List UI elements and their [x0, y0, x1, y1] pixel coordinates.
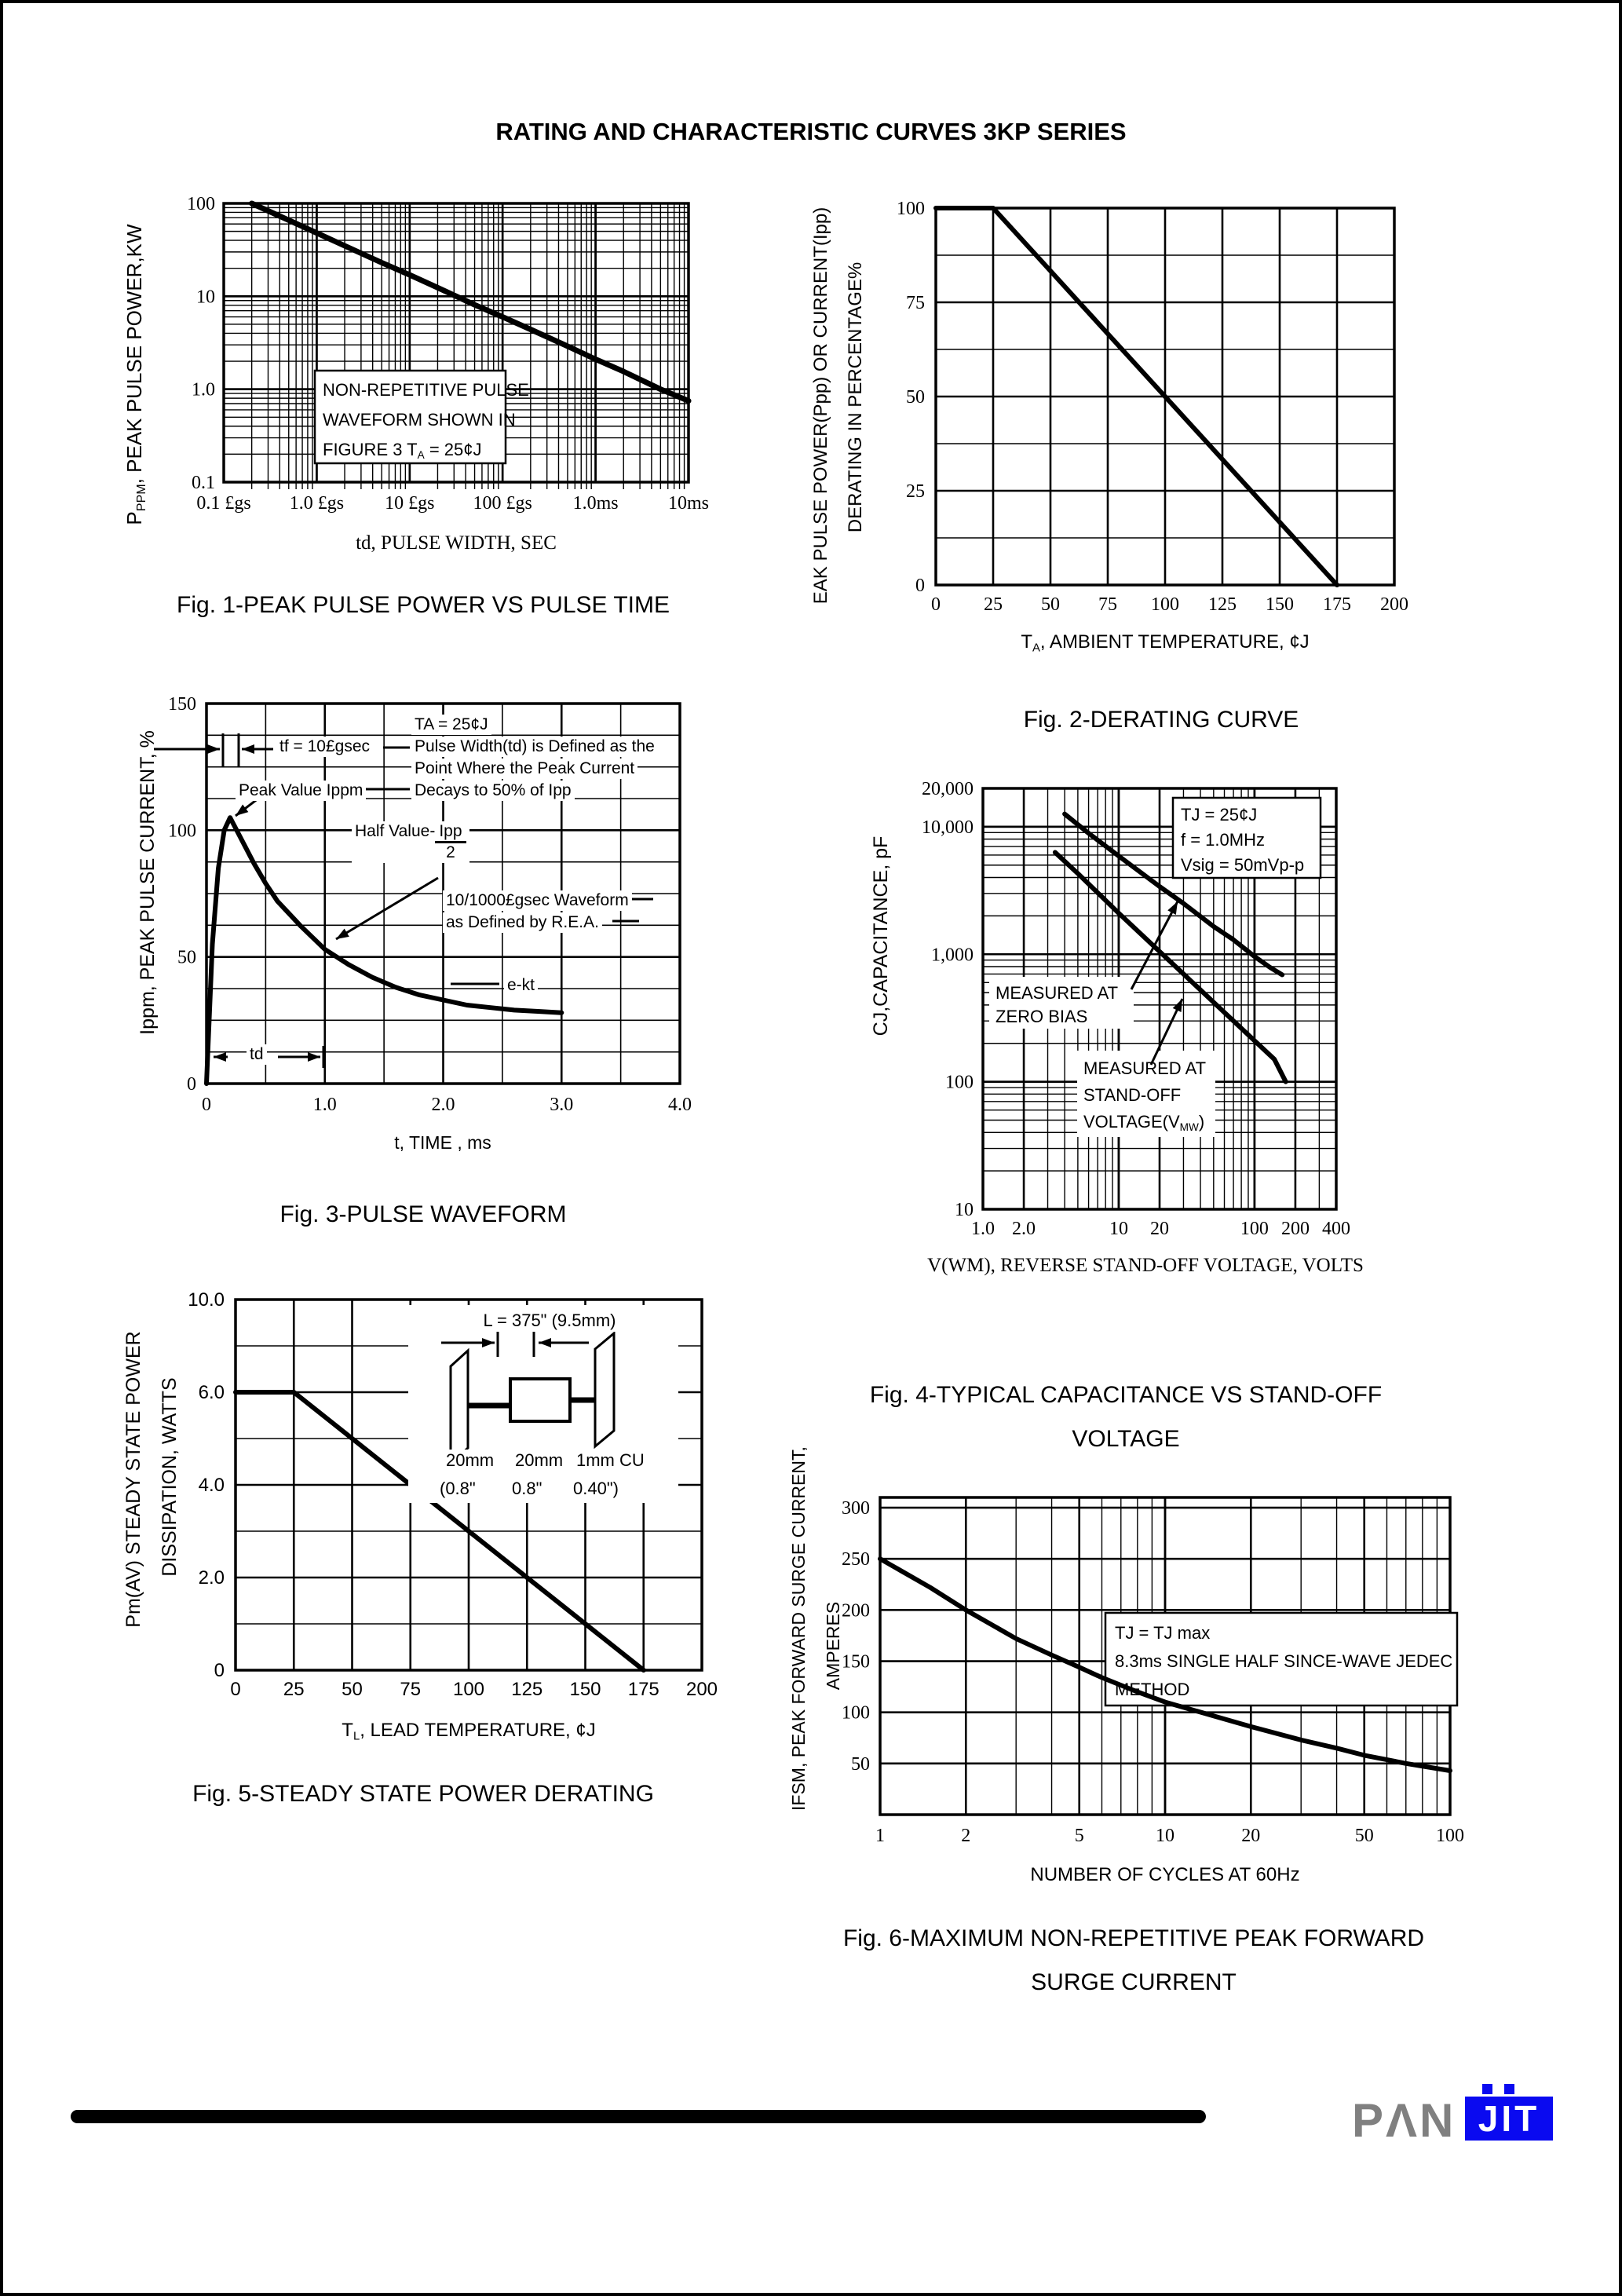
fig4-so-line1: MEASURED AT — [1083, 1058, 1207, 1078]
fig1-note-line3-pre: FIGURE 3 T — [323, 440, 418, 459]
fig1-y-label-sub: PPM — [133, 484, 148, 512]
svg-text:5: 5 — [1074, 1826, 1084, 1846]
fig2-x-axis-label — [930, 631, 1401, 654]
svg-text:0: 0 — [187, 1074, 196, 1095]
svg-text:150: 150 — [168, 694, 196, 715]
svg-text:20: 20 — [1150, 1219, 1169, 1239]
svg-text:100: 100 — [897, 199, 925, 219]
fig3-ann-peak-value: Peak Value Ippm — [236, 781, 366, 801]
svg-text:4.0: 4.0 — [198, 1475, 225, 1496]
svg-text:50: 50 — [906, 387, 925, 408]
fig2-caption: Fig. 2-DERATING CURVE — [1023, 707, 1299, 733]
fig3-ann-ekt: e-kt — [504, 975, 538, 996]
fig4-params-note — [1181, 803, 1304, 878]
fig3-half-fraction — [435, 822, 466, 862]
svg-text:100: 100 — [1436, 1826, 1464, 1846]
fig3-ann-waveform2: as Defined by R.E.A. — [443, 912, 602, 933]
fig3-ann-td: td — [247, 1044, 267, 1065]
fig5-inset-dim2: 20mm — [512, 1450, 566, 1472]
fig4-params-line1: TJ = 25¢J — [1181, 805, 1258, 824]
svg-text:50: 50 — [342, 1679, 363, 1700]
svg-text:10: 10 — [1156, 1826, 1174, 1846]
svg-text:2: 2 — [961, 1826, 971, 1846]
fig4-zb-line1: MEASURED AT — [995, 983, 1119, 1003]
svg-text:10ms: 10ms — [667, 493, 710, 514]
fig6-note-line3: METHOD — [1115, 1680, 1190, 1699]
fig2-y-axis-label-line2: DERATING IN PERCENTAGE% — [845, 261, 866, 533]
svg-text:150: 150 — [842, 1651, 870, 1673]
svg-text:400: 400 — [1322, 1219, 1350, 1239]
svg-text:50: 50 — [851, 1753, 870, 1775]
fig4-y-axis-label: CJ,CAPACITANCE, pF — [870, 835, 892, 1036]
fig6-note-line2: 8.3ms SINGLE HALF SINCE-WAVE JEDEC — [1115, 1651, 1453, 1671]
fig4-so-line3-post: ) — [1198, 1112, 1205, 1132]
svg-text:0.1: 0.1 — [192, 473, 215, 493]
svg-text:2.0: 2.0 — [1012, 1219, 1036, 1239]
svg-text:10,000: 10,000 — [922, 817, 974, 838]
svg-text:4.0: 4.0 — [668, 1095, 692, 1115]
svg-text:175: 175 — [1323, 594, 1351, 615]
fig1-x-axis-label: td, PULSE WIDTH, SEC — [356, 532, 557, 554]
fig1-note-line3-post: = 25¢J — [424, 440, 482, 459]
fig2-x-label-sub: A — [1032, 642, 1040, 655]
svg-text:125: 125 — [511, 1679, 543, 1700]
fig6-note — [1115, 1619, 1452, 1704]
svg-text:0: 0 — [230, 1679, 241, 1700]
svg-text:250: 250 — [842, 1549, 870, 1570]
fig5-inset-dim3-in: 0.40") — [570, 1478, 622, 1500]
svg-text:1,000: 1,000 — [931, 945, 974, 966]
logo-text-jit: JIT — [1465, 2097, 1553, 2141]
svg-text:75: 75 — [1098, 594, 1117, 615]
svg-text:1.0: 1.0 — [312, 1095, 337, 1115]
fig1-note-line1: NON-REPETITIVE PULSE — [323, 380, 529, 400]
fig4-zb-line2: ZERO BIAS — [995, 1007, 1088, 1026]
svg-text:25: 25 — [906, 481, 925, 502]
fig2-y-axis-label-line1: EAK PULSE POWER(Ppp) OR CURRENT(Ipp) — [810, 207, 831, 605]
svg-text:1: 1 — [875, 1826, 885, 1846]
fig3-half-pre: Half Value- — [355, 822, 436, 840]
svg-text:150: 150 — [1266, 594, 1294, 615]
fig6-caption-line2: SURGE CURRENT — [1031, 1969, 1237, 1995]
svg-text:100: 100 — [187, 194, 215, 214]
svg-text:1.0 £gs: 1.0 £gs — [289, 493, 345, 514]
fig4-zero-bias-note — [995, 982, 1118, 1029]
fig5-inset-length-label: L = 375" (9.5mm) — [437, 1310, 663, 1332]
svg-text:2.0: 2.0 — [198, 1567, 225, 1589]
fig2-x-label-post: , AMBIENT TEMPERATURE, ¢J — [1039, 631, 1310, 653]
fig5-x-label-post: , LEAD TEMPERATURE, ¢J — [360, 1720, 596, 1741]
fig1-note — [323, 375, 529, 470]
svg-text:1.0ms: 1.0ms — [572, 493, 619, 514]
svg-text:175: 175 — [627, 1679, 659, 1700]
fig1-y-label-post: , PEAK PULSE POWER,KW — [122, 224, 146, 484]
svg-text:100: 100 — [452, 1679, 485, 1700]
svg-text:3.0: 3.0 — [550, 1095, 574, 1115]
svg-text:25: 25 — [283, 1679, 305, 1700]
svg-text:100: 100 — [1151, 594, 1179, 615]
svg-text:10: 10 — [955, 1200, 974, 1220]
fig6-y-axis-label-line1: IFSM, PEAK FORWARD SURGE CURRENT, — [788, 1446, 809, 1811]
svg-text:100: 100 — [842, 1702, 870, 1724]
svg-text:0.1 £gs: 0.1 £gs — [196, 493, 251, 514]
svg-text:1.0: 1.0 — [971, 1219, 995, 1239]
svg-text:20: 20 — [1241, 1826, 1261, 1846]
fig3-x-axis-label: t, TIME , ms — [394, 1132, 491, 1153]
fig4-so-line3-pre: VOLTAGE(V — [1083, 1112, 1180, 1132]
fig4-params-line2: f = 1.0MHz — [1181, 830, 1265, 850]
fig6-x-axis-label: NUMBER OF CYCLES AT 60Hz — [1030, 1864, 1300, 1885]
fig4-so-line3 — [1083, 1109, 1206, 1141]
svg-text:0: 0 — [214, 1660, 225, 1681]
fig5-caption: Fig. 5-STEADY STATE POWER DERATING — [192, 1781, 654, 1807]
fig6-y-axis-label-line2: AMPERES — [823, 1601, 843, 1691]
fig4-so-line3-sub: MW — [1179, 1121, 1199, 1134]
svg-text:20,000: 20,000 — [922, 779, 974, 799]
svg-text:6.0: 6.0 — [198, 1382, 225, 1403]
logo-text-pan: PΛN — [1352, 2094, 1456, 2147]
fig5-y-axis-label-line2: DISSIPATION, WATTS — [159, 1377, 181, 1577]
fig4-standoff-note — [1083, 1055, 1206, 1141]
fig4-x-axis-label: V(WM), REVERSE STAND-OFF VOLTAGE, VOLTS — [927, 1255, 1364, 1276]
fig1-caption: Fig. 1-PEAK PULSE POWER VS PULSE TIME — [177, 592, 670, 618]
fig6-caption-line1: Fig. 6-MAXIMUM NON-REPETITIVE PEAK FORWARD — [842, 1925, 1425, 1951]
svg-text:0: 0 — [202, 1095, 211, 1115]
svg-text:200: 200 — [685, 1679, 718, 1700]
svg-text:10: 10 — [196, 287, 215, 308]
fig6-note-line1: TJ = TJ max — [1115, 1623, 1211, 1643]
fig4-caption-line2: VOLTAGE — [1072, 1426, 1180, 1452]
svg-text:10: 10 — [1109, 1219, 1128, 1239]
fig5-inset-dim1: 20mm — [443, 1450, 497, 1472]
fig3-ann-waveform1: 10/1000£gsec Waveform — [443, 890, 632, 911]
fig3-caption: Fig. 3-PULSE WAVEFORM — [279, 1201, 567, 1227]
fig3-ann-half-value — [352, 821, 469, 863]
svg-text:2.0: 2.0 — [431, 1095, 455, 1115]
fig5-inset-dim3: 1mm CU — [573, 1450, 648, 1472]
fig3-half-num: Ipp — [435, 822, 466, 843]
svg-text:75: 75 — [400, 1679, 422, 1700]
fig1-note-line2: WAVEFORM SHOWN IN — [323, 410, 516, 430]
svg-text:50: 50 — [1354, 1826, 1374, 1846]
fig5-x-axis-label — [233, 1720, 704, 1742]
fig1-y-label-pre: P — [122, 511, 146, 525]
svg-text:10.0: 10.0 — [188, 1289, 225, 1311]
fig5-x-label-sub: L — [353, 1730, 360, 1743]
svg-text:300: 300 — [842, 1498, 870, 1519]
svg-text:100: 100 — [945, 1072, 974, 1093]
svg-text:200: 200 — [1280, 1219, 1310, 1239]
fig3-ann-pulsewidth1: Pulse Width(td) is Defined as the — [411, 737, 658, 757]
svg-text:150: 150 — [569, 1679, 601, 1700]
svg-text:100 £gs: 100 £gs — [473, 493, 532, 514]
svg-text:200: 200 — [842, 1600, 870, 1621]
fig3-ann-pulsewidth2: Point Where the Peak Current — [411, 759, 637, 779]
svg-text:100: 100 — [168, 821, 196, 842]
page-title: RATING AND CHARACTERISTIC CURVES 3KP SERIES — [495, 118, 1127, 145]
svg-text:125: 125 — [1208, 594, 1237, 615]
fig5-x-label-pre: T — [342, 1720, 353, 1741]
fig1-note-line3-sub: A — [417, 449, 425, 462]
fig4-caption-line1: Fig. 4-TYPICAL CAPACITANCE VS STAND-OFF — [869, 1382, 1383, 1408]
fig2-x-label-pre: T — [1021, 631, 1032, 653]
svg-text:0: 0 — [915, 576, 925, 596]
svg-text:200: 200 — [1380, 594, 1408, 615]
fig5-inset-dim1-in: (0.8" — [437, 1478, 479, 1500]
fig3-ann-decays: Decays to 50% of Ipp — [411, 781, 575, 801]
svg-text:100: 100 — [1240, 1219, 1269, 1239]
fig5-inset-dim2-in: 0.8" — [509, 1478, 545, 1500]
fig5-y-axis-label-line1: Pm(AV) STEADY STATE POWER — [122, 1331, 144, 1628]
svg-text:1.0: 1.0 — [192, 379, 215, 400]
svg-text:0: 0 — [931, 594, 941, 615]
fig4-params-line3: Vsig = 50mVp-p — [1181, 855, 1305, 875]
fig4-so-line2: STAND-OFF — [1083, 1085, 1182, 1105]
svg-text:10 £gs: 10 £gs — [385, 493, 435, 514]
svg-text:75: 75 — [906, 293, 925, 313]
fig3-ann-ta: TA = 25¢J — [411, 715, 491, 735]
svg-text:50: 50 — [177, 947, 196, 968]
fig1-note-line3 — [323, 435, 529, 470]
svg-text:25: 25 — [984, 594, 1003, 615]
fig3-half-den: 2 — [446, 843, 455, 861]
svg-text:50: 50 — [1041, 594, 1060, 615]
fig3-y-axis-label: Ippm, PEAK PULSE CURRENT, % — [137, 730, 159, 1035]
fig3-ann-tf: tf = 10£gsec — [276, 737, 373, 757]
